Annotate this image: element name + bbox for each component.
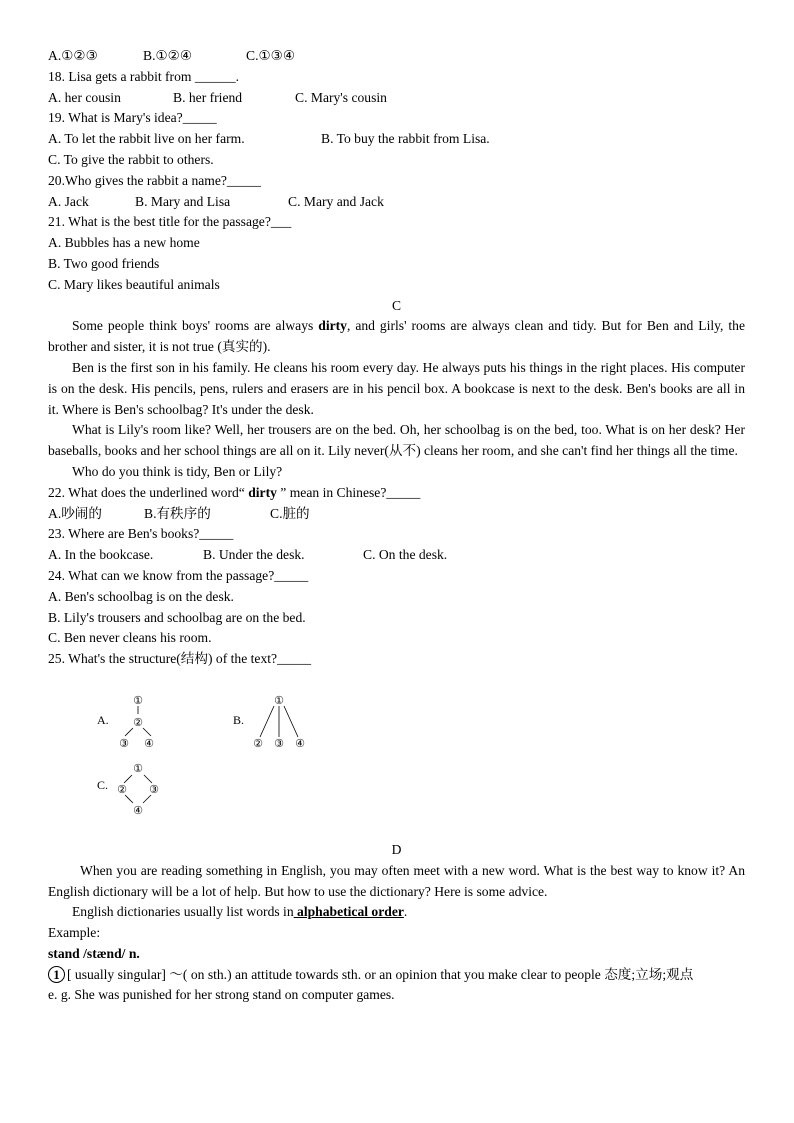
sense-number-badge: 1 — [48, 966, 65, 983]
q17-option-a: A.①②③ — [48, 48, 98, 63]
q19-options-ab — [48, 129, 745, 150]
q20-stem: 20.Who gives the rabbit a name?_____ — [48, 172, 261, 188]
q25-stem: 25. What's the structure(结构) of the text?_____ — [48, 651, 312, 667]
diagram-b-node-3: ③ — [274, 737, 284, 750]
q22-option-c: C.脏的 — [270, 505, 310, 521]
q20-option-c: C. Mary and Jack — [288, 193, 384, 209]
section-d-paragraph-1: When you are reading something in English, you may often meet with a new word. What is the best way to know it? An English dictionary will be a lot of help. But how to use the dictionary? Here is some advice. — [48, 862, 745, 899]
diagram-c-node-1: ① — [133, 762, 143, 775]
exam-page — [48, 46, 745, 1006]
dictionary-entry-head: stand /stænd/ n. — [48, 945, 140, 961]
diagram-b-label: B. — [233, 712, 245, 727]
q21-option-a: A. Bubbles has a new home — [48, 235, 200, 251]
section-c-paragraph-1: Some people think boys' rooms are always dirty, and girls' rooms are always clean and tidy. But for Ben and Lily, the brother and sister, it is not true (真实的). — [48, 318, 746, 355]
q23-option-b: B. Under the desk. — [203, 547, 305, 563]
q21-stem: 21. What is the best title for the passage?___ — [48, 214, 292, 230]
diagram-c-node-4: ④ — [133, 804, 143, 817]
q17-option-c: C.①③④ — [246, 48, 296, 63]
diagram-a-node-3: ③ — [119, 737, 129, 750]
q23-option-c: C. On the desk. — [363, 547, 448, 563]
q17-options — [48, 46, 745, 67]
structure-diagrams-svg — [48, 676, 348, 840]
q21-option-c: C. Mary likes beautiful animals — [48, 276, 220, 292]
q24-option-c: C. Ben never cleans his room. — [48, 630, 212, 646]
q24-option-b: B. Lily's trousers and schoolbag are on the bed. — [48, 609, 306, 625]
section-c-heading: C — [391, 297, 402, 313]
diagram-c — [97, 763, 159, 817]
q19-stem: 19. What is Mary's idea?_____ — [48, 110, 217, 126]
q18-option-b: B. her friend — [173, 89, 243, 105]
q24-stem: 24. What can we know from the passage?_____ — [48, 567, 309, 583]
q18-options — [48, 88, 745, 109]
q22-stem: 22. What does the underlined word“ dirty ” mean in Chinese?_____ — [48, 484, 421, 500]
diagram-b-node-2: ② — [253, 737, 263, 750]
diagram-c-node-3: ③ — [149, 783, 159, 796]
q21-option-b: B. Two good friends — [48, 255, 160, 271]
diagram-a-node-4: ④ — [144, 737, 154, 750]
diagram-c-node-2: ② — [117, 783, 127, 796]
q17-option-b: B.①②④ — [143, 48, 193, 63]
section-d-heading: D — [391, 841, 402, 857]
structure-diagrams — [48, 676, 745, 840]
q22-options — [48, 504, 745, 525]
diagram-a — [97, 695, 154, 750]
q22-option-a: A.吵闹的 — [48, 505, 102, 521]
section-c-paragraph-3: What is Lily's room like? Well, her trousers are on the bed. Oh, her schoolbag is on the bed, too. What is on her desk? Her baseballs, books and her school things are all on it. Lily never(从不) cleans her room, and she can't find her things all the time. — [48, 422, 745, 459]
section-c-paragraph-2: Ben is the first son in his family. He cleans his room every day. He always puts his things in the right places. His computer is on the desk. His pencils, pens, rulers and erasers are in his pencil box. A bookcase is next to the desk. Ben's books are all in it. Where is Ben's schoolbag? It's under the desk. — [48, 359, 745, 417]
section-c-paragraph-4: Who do you think is tidy, Ben or Lily? — [72, 463, 283, 479]
dictionary-example: e. g. She was punished for her strong stand on computer games. — [48, 987, 395, 1003]
diagram-b-node-4: ④ — [295, 737, 305, 750]
alphabetical-order-phrase: alphabetical order — [293, 904, 404, 920]
section-d-paragraph-2: English dictionaries usually list words in alphabetical order. — [72, 904, 408, 920]
diagram-b — [233, 695, 305, 750]
q23-option-a: A. In the bookcase. — [48, 547, 154, 563]
diagram-c-label: C. — [97, 777, 109, 792]
q19-option-a: A. To let the rabbit live on her farm. — [48, 131, 245, 147]
q20-option-b: B. Mary and Lisa — [135, 193, 231, 209]
q18-option-c: C. Mary's cousin — [295, 89, 387, 105]
q20-options — [48, 192, 745, 213]
q20-option-a: A. Jack — [48, 193, 89, 209]
q23-stem: 23. Where are Ben's books?_____ — [48, 526, 234, 542]
example-label: Example: — [48, 925, 101, 941]
q19-option-c: C. To give the rabbit to others. — [48, 151, 214, 167]
q23-options — [48, 545, 745, 566]
dictionary-sense: 1 [ usually singular] ～( on sth.) an attitude towards sth. or an opinion that you make clear to people 态度;立场;观点 — [48, 965, 745, 986]
diagram-a-label: A. — [97, 712, 109, 727]
q18-option-a: A. her cousin — [48, 89, 121, 105]
q18-stem: 18. Lisa gets a rabbit from ______. — [48, 68, 240, 84]
diagram-b-node-1: ① — [274, 694, 284, 707]
q22-option-b: B.有秩序的 — [144, 505, 211, 521]
dirty-word: dirty — [318, 318, 347, 334]
q24-option-a: A. Ben's schoolbag is on the desk. — [48, 588, 234, 604]
diagram-a-node-1: ① — [133, 694, 143, 707]
q19-option-b: B. To buy the rabbit from Lisa. — [321, 131, 490, 147]
diagram-a-node-2: ② — [133, 716, 143, 729]
